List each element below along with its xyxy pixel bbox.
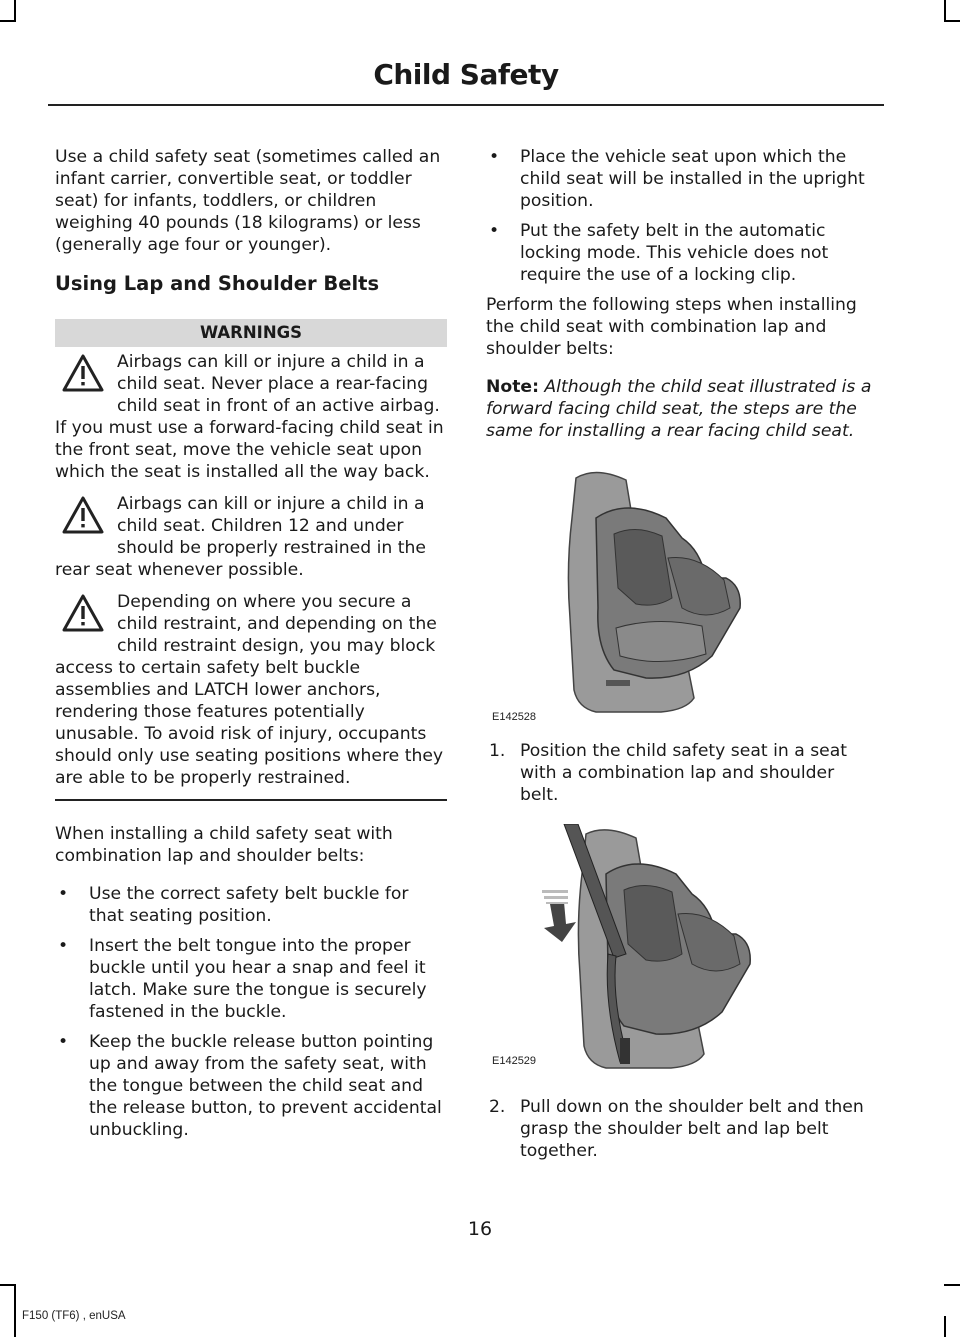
list-item-text: Use the correct safety belt buckle for that seating position. xyxy=(89,884,409,926)
steps-intro: Perform the following steps when installing the child seat with combination lap and shoulder belts: xyxy=(486,295,857,359)
list-item xyxy=(55,883,447,927)
step-item xyxy=(486,1096,878,1162)
figure-child-seat xyxy=(486,458,878,728)
warning-item xyxy=(55,591,447,789)
step-number: 2. xyxy=(489,1097,506,1117)
list-item xyxy=(486,146,878,212)
left-column xyxy=(55,146,447,1149)
warning-text: Airbags can kill or injure a child in a child seat. Never place a rear-facing child seat in front of an active airbag. If you must use a forward-facing child seat in the front seat, move the vehicle seat upon which the seat is installed all the way back. xyxy=(55,352,444,482)
crop-mark xyxy=(0,1284,16,1286)
warning-triangle-icon xyxy=(61,593,105,633)
note-text: Although the child seat illustrated is a forward facing child seat, the steps are the same for installing a rear facing child seat. xyxy=(486,377,872,441)
step-item xyxy=(486,740,878,806)
crop-mark xyxy=(944,20,960,22)
crop-mark xyxy=(0,20,16,22)
steps-list xyxy=(486,1096,878,1162)
warning-item xyxy=(55,351,447,483)
figure-code: E142528 xyxy=(492,711,537,723)
list-item-text: Keep the buckle release button pointing up and away from the safety seat, with the tongue between the child seat and the release button, to prevent accidental unbuckling. xyxy=(89,1032,442,1140)
crop-mark xyxy=(944,0,946,22)
note-label: Note: xyxy=(486,377,539,397)
bullet-glyph: • xyxy=(489,147,500,167)
steps-list xyxy=(486,740,878,806)
install-intro: When installing a child safety seat with combination lap and shoulder belts: xyxy=(55,824,393,866)
step-number: 1. xyxy=(489,741,506,761)
warnings-end-rule xyxy=(55,799,447,801)
list-item xyxy=(486,220,878,286)
warning-triangle-icon xyxy=(61,353,105,393)
section-heading: Using Lap and Shoulder Belts xyxy=(55,272,380,295)
figure-code: E142529 xyxy=(492,1055,537,1067)
step-text: Position the child safety seat in a seat with a combination lap and shoulder belt. xyxy=(520,741,847,805)
page-title: Child Safety xyxy=(373,58,559,91)
install-bullet-list xyxy=(55,883,447,1141)
belt-pull-illustration xyxy=(486,824,786,1084)
warning-triangle-icon xyxy=(61,495,105,535)
header-divider xyxy=(48,104,884,106)
crop-mark xyxy=(944,1316,946,1337)
note xyxy=(486,376,878,442)
warning-text: Depending on where you secure a child restraint, and depending on the child restraint design, you may block access to certain safety belt buckle assemblies and LATCH lower anchors, rendering those features potentially unusable. To avoid risk of injury, occupants should only use seating positions where they are able to be properly restrained. xyxy=(55,592,444,788)
list-item-text: Put the safety belt in the automatic locking mode. This vehicle does not require the use of a locking clip. xyxy=(520,221,829,285)
list-item xyxy=(55,935,447,1023)
footer-doc-id: F150 (TF6) , enUSA xyxy=(22,1310,126,1322)
list-item-text: Insert the belt tongue into the proper buckle until you hear a snap and feel it latch. Make sure the tongue is securely fastened in the buckle. xyxy=(89,936,427,1022)
bullet-glyph: • xyxy=(489,221,500,241)
list-item xyxy=(55,1031,447,1141)
bullet-glyph: • xyxy=(58,1032,69,1052)
crop-mark xyxy=(944,1284,960,1286)
intro-paragraph: Use a child safety seat (sometimes called an infant carrier, convertible seat, or toddler seat) for infants, toddlers, or children weighing 40 pounds (18 kilograms) or less (generally age four or younger). xyxy=(55,147,441,255)
prep-bullet-list xyxy=(486,146,878,286)
figure-belt-pull xyxy=(486,824,878,1084)
warnings-heading: WARNINGS xyxy=(55,319,447,347)
warning-text: Airbags can kill or injure a child in a child seat. Children 12 and under should be properly restrained in the rear seat whenever possible. xyxy=(55,494,426,580)
warning-item xyxy=(55,493,447,581)
page-number: 16 xyxy=(467,1218,493,1240)
crop-mark xyxy=(14,1284,16,1337)
right-column xyxy=(486,146,878,1170)
bullet-glyph: • xyxy=(58,884,69,904)
crop-mark xyxy=(14,0,16,22)
list-item-text: Place the vehicle seat upon which the child seat will be installed in the upright position. xyxy=(520,147,865,211)
bullet-glyph: • xyxy=(58,936,69,956)
step-text: Pull down on the shoulder belt and then grasp the shoulder belt and lap belt together. xyxy=(520,1097,864,1161)
child-seat-illustration xyxy=(486,458,786,728)
